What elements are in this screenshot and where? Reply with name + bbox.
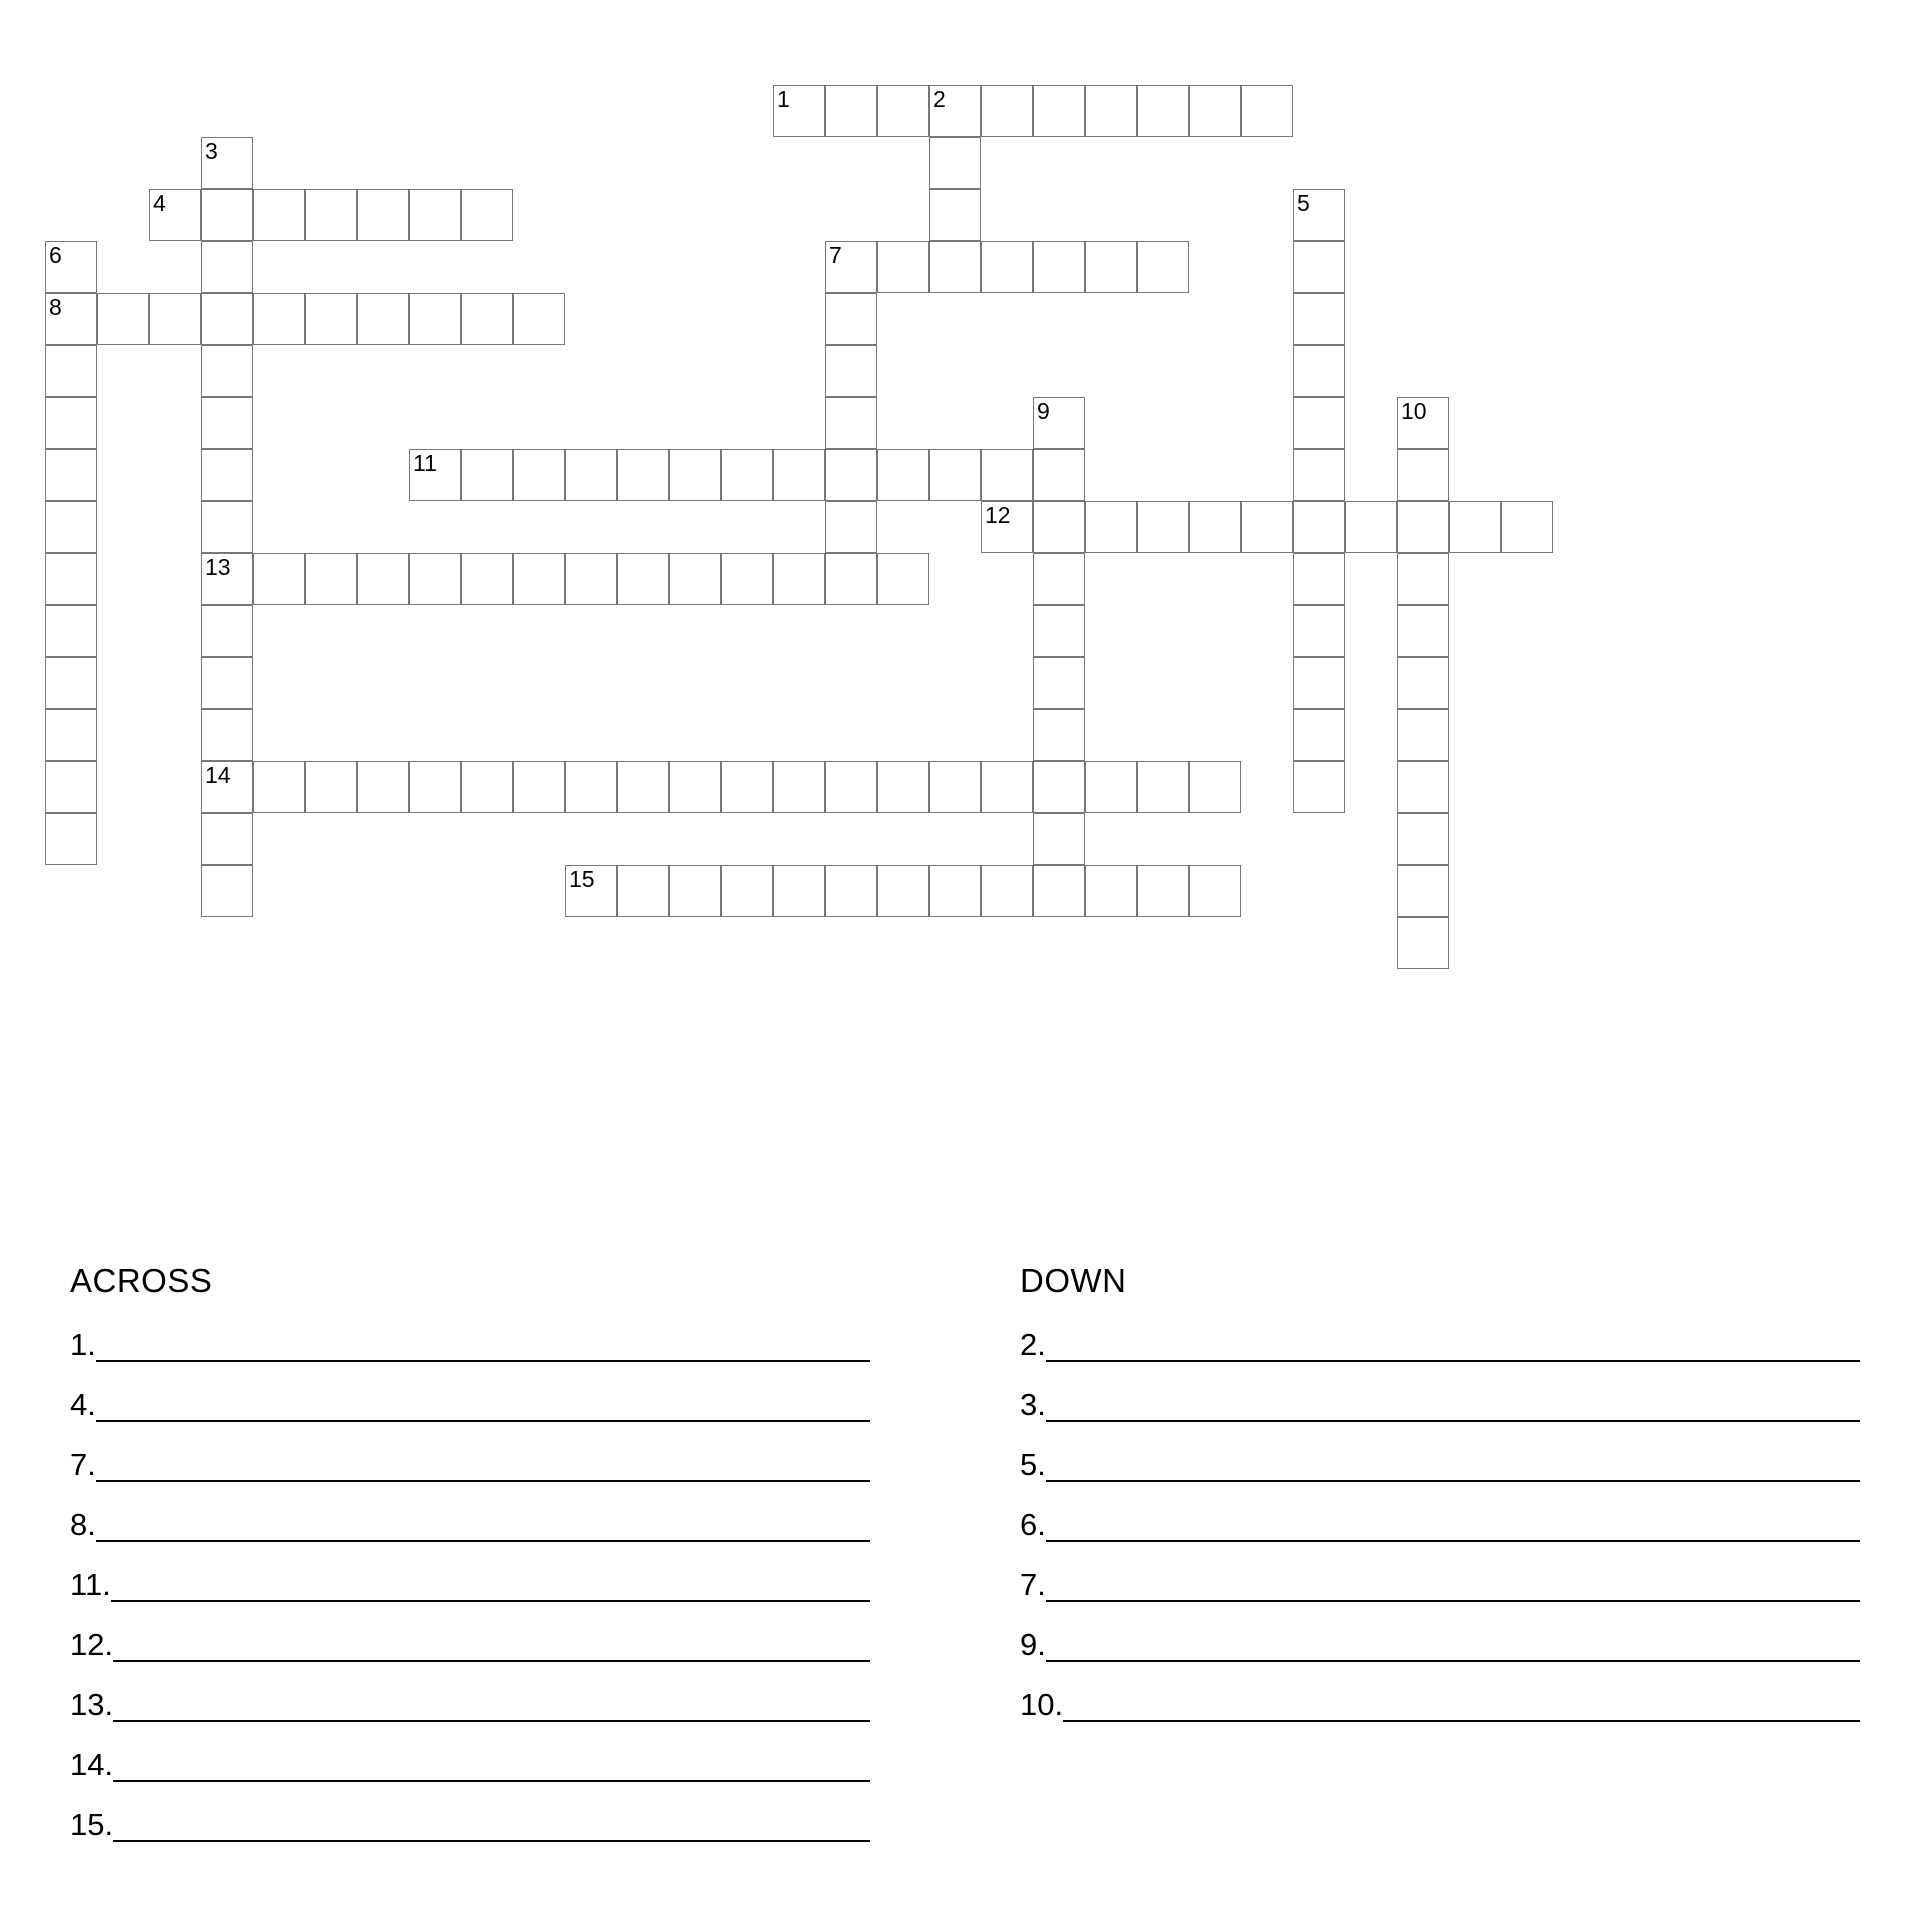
crossword-cell[interactable] (513, 553, 565, 605)
crossword-cell[interactable] (1189, 761, 1241, 813)
crossword-cell[interactable] (721, 553, 773, 605)
crossword-cell[interactable] (825, 449, 877, 501)
crossword-cell[interactable] (461, 449, 513, 501)
crossword-cell[interactable] (877, 85, 929, 137)
crossword-cell[interactable] (669, 761, 721, 813)
crossword-cell[interactable] (617, 449, 669, 501)
clue-answer-line[interactable] (111, 1570, 870, 1602)
crossword-cell[interactable] (1449, 501, 1501, 553)
crossword-cell[interactable] (1085, 241, 1137, 293)
clue-row[interactable] (1020, 1440, 1860, 1482)
crossword-cell[interactable] (201, 189, 253, 241)
crossword-cell[interactable] (1033, 605, 1085, 657)
crossword-cell[interactable] (1397, 709, 1449, 761)
crossword-cell[interactable] (1397, 553, 1449, 605)
crossword-cell[interactable] (1033, 657, 1085, 709)
crossword-cell[interactable] (513, 449, 565, 501)
crossword-cell[interactable] (513, 293, 565, 345)
crossword-cell[interactable] (1189, 865, 1241, 917)
crossword-cell[interactable] (929, 137, 981, 189)
clue-answer-line[interactable] (1046, 1330, 1860, 1362)
crossword-cell[interactable] (149, 293, 201, 345)
crossword-cell[interactable] (253, 761, 305, 813)
crossword-cell[interactable] (825, 397, 877, 449)
crossword-cell[interactable] (409, 293, 461, 345)
clue-answer-line[interactable] (1046, 1510, 1860, 1542)
crossword-cell[interactable] (45, 709, 97, 761)
crossword-cell[interactable] (1293, 761, 1345, 813)
crossword-cell[interactable] (1033, 553, 1085, 605)
crossword-cell[interactable] (1137, 501, 1189, 553)
crossword-cell[interactable] (461, 761, 513, 813)
crossword-cell[interactable] (1033, 85, 1085, 137)
crossword-cell[interactable] (825, 553, 877, 605)
crossword-cell[interactable] (1033, 397, 1085, 449)
crossword-cell[interactable] (825, 85, 877, 137)
crossword-cell[interactable] (1397, 761, 1449, 813)
crossword-cell[interactable] (1293, 397, 1345, 449)
crossword-cell[interactable] (981, 241, 1033, 293)
crossword-cell[interactable] (877, 241, 929, 293)
crossword-cell[interactable] (201, 605, 253, 657)
clue-row[interactable] (1020, 1320, 1860, 1362)
clue-number: 1. (70, 1327, 96, 1362)
crossword-cell[interactable] (1241, 501, 1293, 553)
crossword-cell[interactable] (1397, 397, 1449, 449)
crossword-cell[interactable] (201, 553, 253, 605)
clue-number: 8. (70, 1507, 96, 1542)
crossword-cell[interactable] (1293, 553, 1345, 605)
cell-number: 9 (1037, 398, 1050, 424)
crossword-cell[interactable] (721, 761, 773, 813)
clue-number: 7. (1020, 1567, 1046, 1602)
crossword-cell[interactable] (1189, 501, 1241, 553)
crossword-cell[interactable] (201, 449, 253, 501)
crossword-cell[interactable] (461, 553, 513, 605)
crossword-cell[interactable] (981, 449, 1033, 501)
crossword-cell[interactable] (825, 293, 877, 345)
clue-number: 12. (70, 1627, 114, 1662)
cell-number: 3 (205, 138, 218, 164)
clue-row[interactable] (70, 1440, 870, 1482)
crossword-cell[interactable] (1137, 761, 1189, 813)
crossword-cell[interactable] (565, 865, 617, 917)
clue-row[interactable] (70, 1680, 870, 1722)
clue-answer-line[interactable] (96, 1390, 870, 1422)
clue-answer-line[interactable] (96, 1450, 870, 1482)
crossword-cell[interactable] (773, 449, 825, 501)
crossword-cell[interactable] (253, 189, 305, 241)
crossword-cell[interactable] (669, 553, 721, 605)
clue-answer-line[interactable] (1063, 1690, 1860, 1722)
crossword-cell[interactable] (1293, 501, 1345, 553)
clue-number: 6. (1020, 1507, 1046, 1542)
crossword-cell[interactable] (565, 553, 617, 605)
crossword-cell[interactable] (149, 189, 201, 241)
cell-number: 5 (1297, 190, 1310, 216)
crossword-cell[interactable] (201, 397, 253, 449)
crossword-cell[interactable] (45, 657, 97, 709)
crossword-cell[interactable] (201, 865, 253, 917)
crossword-cell[interactable] (1397, 813, 1449, 865)
crossword-cell[interactable] (773, 865, 825, 917)
down-heading: DOWN (1020, 1262, 1127, 1299)
clue-answer-line[interactable] (1046, 1630, 1860, 1662)
crossword-cell[interactable] (45, 813, 97, 865)
crossword-cell[interactable] (513, 761, 565, 813)
crossword-cell[interactable] (1137, 241, 1189, 293)
clue-answer-line[interactable] (1046, 1570, 1860, 1602)
crossword-cell[interactable] (409, 553, 461, 605)
crossword-cell[interactable] (305, 293, 357, 345)
clue-row[interactable] (70, 1740, 870, 1782)
crossword-cell[interactable] (1033, 449, 1085, 501)
crossword-cell[interactable] (1293, 293, 1345, 345)
crossword-cell[interactable] (1033, 761, 1085, 813)
crossword-cell[interactable] (45, 293, 97, 345)
crossword-cell[interactable] (825, 345, 877, 397)
clue-number: 2. (1020, 1327, 1046, 1362)
crossword-cell[interactable] (617, 761, 669, 813)
cell-number: 14 (205, 762, 231, 788)
crossword-cell[interactable] (1085, 501, 1137, 553)
clue-row[interactable] (70, 1380, 870, 1422)
crossword-cell[interactable] (461, 293, 513, 345)
crossword-cell[interactable] (305, 553, 357, 605)
crossword-cell[interactable] (45, 553, 97, 605)
crossword-cell[interactable] (1033, 241, 1085, 293)
crossword-cell[interactable] (825, 761, 877, 813)
crossword-cell[interactable] (45, 761, 97, 813)
crossword-cell[interactable] (1293, 241, 1345, 293)
across-heading: ACROSS (70, 1262, 213, 1299)
crossword-cell[interactable] (45, 397, 97, 449)
crossword-cell[interactable] (773, 85, 825, 137)
crossword-cell[interactable] (201, 657, 253, 709)
cell-number: 10 (1401, 398, 1427, 424)
crossword-cell[interactable] (981, 85, 1033, 137)
crossword-cell[interactable] (929, 85, 981, 137)
crossword-cell[interactable] (201, 241, 253, 293)
crossword-cell[interactable] (721, 449, 773, 501)
clue-answer-line[interactable] (113, 1630, 870, 1662)
crossword-cell[interactable] (929, 189, 981, 241)
crossword-cell[interactable] (201, 293, 253, 345)
cell-number: 12 (985, 502, 1011, 528)
cell-number: 2 (933, 86, 946, 112)
clue-answer-line[interactable] (113, 1750, 870, 1782)
crossword-cell[interactable] (45, 605, 97, 657)
crossword-cell[interactable] (565, 761, 617, 813)
clue-answer-line[interactable] (96, 1510, 870, 1542)
crossword-cell[interactable] (1501, 501, 1553, 553)
crossword-cell[interactable] (45, 449, 97, 501)
crossword-cell[interactable] (1137, 865, 1189, 917)
crossword-cell[interactable] (929, 761, 981, 813)
crossword-cell[interactable] (305, 189, 357, 241)
clue-row[interactable] (70, 1800, 870, 1842)
crossword-cell[interactable] (1397, 501, 1449, 553)
clue-answer-line[interactable] (1046, 1450, 1860, 1482)
crossword-cell[interactable] (981, 865, 1033, 917)
crossword-cell[interactable] (253, 293, 305, 345)
clue-number: 4. (70, 1387, 96, 1422)
crossword-cell[interactable] (1033, 709, 1085, 761)
clue-number: 5. (1020, 1447, 1046, 1482)
crossword-cell[interactable] (1241, 85, 1293, 137)
clue-number: 14. (70, 1747, 114, 1782)
clue-row[interactable] (1020, 1380, 1860, 1422)
crossword-cell[interactable] (253, 553, 305, 605)
crossword-cell[interactable] (201, 761, 253, 813)
crossword-cell[interactable] (877, 865, 929, 917)
crossword-cell[interactable] (1293, 709, 1345, 761)
crossword-cell[interactable] (357, 293, 409, 345)
crossword-cell[interactable] (1189, 85, 1241, 137)
crossword-cell[interactable] (825, 865, 877, 917)
crossword-cell[interactable] (305, 761, 357, 813)
crossword-cell[interactable] (877, 449, 929, 501)
clue-number: 7. (70, 1447, 96, 1482)
clue-answer-line[interactable] (113, 1690, 870, 1722)
clue-number: 9. (1020, 1627, 1046, 1662)
clue-number: 11. (70, 1567, 111, 1602)
cell-number: 11 (413, 450, 437, 476)
clue-number: 10. (1020, 1687, 1064, 1722)
crossword-cell[interactable] (409, 761, 461, 813)
crossword-cell[interactable] (461, 189, 513, 241)
crossword-cell[interactable] (981, 501, 1033, 553)
crossword-cell[interactable] (1137, 85, 1189, 137)
crossword-cell[interactable] (1085, 865, 1137, 917)
clue-number: 3. (1020, 1387, 1046, 1422)
crossword-cell[interactable] (1397, 605, 1449, 657)
crossword-cell[interactable] (669, 449, 721, 501)
clue-row[interactable] (70, 1500, 870, 1542)
cell-number: 1 (777, 86, 790, 112)
crossword-cell[interactable] (357, 761, 409, 813)
crossword-cell[interactable] (45, 345, 97, 397)
crossword-cell[interactable] (357, 553, 409, 605)
cell-number: 7 (829, 242, 842, 268)
crossword-cell[interactable] (1085, 85, 1137, 137)
crossword-cell[interactable] (409, 449, 461, 501)
crossword-cell[interactable] (825, 501, 877, 553)
crossword-cell[interactable] (357, 189, 409, 241)
crossword-cell[interactable] (1293, 605, 1345, 657)
cell-number: 4 (153, 190, 166, 216)
cell-number: 6 (49, 242, 62, 268)
clue-row[interactable] (1020, 1560, 1860, 1602)
cell-number: 15 (569, 866, 595, 892)
clue-row[interactable] (1020, 1500, 1860, 1542)
crossword-cell[interactable] (929, 449, 981, 501)
crossword-cell[interactable] (1033, 501, 1085, 553)
crossword-cell[interactable] (877, 553, 929, 605)
crossword-cell[interactable] (721, 865, 773, 917)
crossword-cell[interactable] (617, 865, 669, 917)
crossword-cell[interactable] (1397, 449, 1449, 501)
crossword-cell[interactable] (201, 813, 253, 865)
clue-number: 13. (70, 1687, 114, 1722)
clue-row[interactable] (1020, 1620, 1860, 1662)
crossword-cell[interactable] (773, 761, 825, 813)
crossword-cell[interactable] (45, 241, 97, 293)
clue-row[interactable] (1020, 1680, 1860, 1722)
clue-row[interactable] (70, 1560, 870, 1602)
crossword-cell[interactable] (877, 761, 929, 813)
crossword-cell[interactable] (1397, 865, 1449, 917)
crossword-cell[interactable] (825, 241, 877, 293)
crossword-cell[interactable] (981, 761, 1033, 813)
crossword-cell[interactable] (929, 865, 981, 917)
cell-number: 13 (205, 554, 231, 580)
crossword-cell[interactable] (1293, 189, 1345, 241)
crossword-cell[interactable] (1293, 657, 1345, 709)
crossword-cell[interactable] (617, 553, 669, 605)
cell-number: 8 (49, 294, 62, 320)
clue-answer-line[interactable] (96, 1330, 870, 1362)
crossword-cell[interactable] (669, 865, 721, 917)
crossword-cell[interactable] (1033, 813, 1085, 865)
clue-number: 15. (70, 1807, 114, 1842)
crossword-cell[interactable] (1293, 449, 1345, 501)
crossword-cell[interactable] (1397, 657, 1449, 709)
crossword-cell[interactable] (45, 501, 97, 553)
crossword-cell[interactable] (201, 137, 253, 189)
clue-row[interactable] (70, 1320, 870, 1362)
crossword-cell[interactable] (1345, 501, 1397, 553)
crossword-cell[interactable] (1033, 865, 1085, 917)
crossword-cell[interactable] (409, 189, 461, 241)
crossword-cell[interactable] (929, 241, 981, 293)
crossword-cell[interactable] (201, 501, 253, 553)
crossword-cell[interactable] (565, 449, 617, 501)
crossword-cell[interactable] (201, 709, 253, 761)
clue-answer-line[interactable] (113, 1810, 870, 1842)
crossword-cell[interactable] (1397, 917, 1449, 969)
crossword-cell[interactable] (1293, 345, 1345, 397)
crossword-cell[interactable] (1085, 761, 1137, 813)
crossword-cell[interactable] (97, 293, 149, 345)
crossword-cell[interactable] (773, 553, 825, 605)
clue-row[interactable] (70, 1620, 870, 1662)
clue-answer-line[interactable] (1046, 1390, 1860, 1422)
crossword-cell[interactable] (201, 345, 253, 397)
